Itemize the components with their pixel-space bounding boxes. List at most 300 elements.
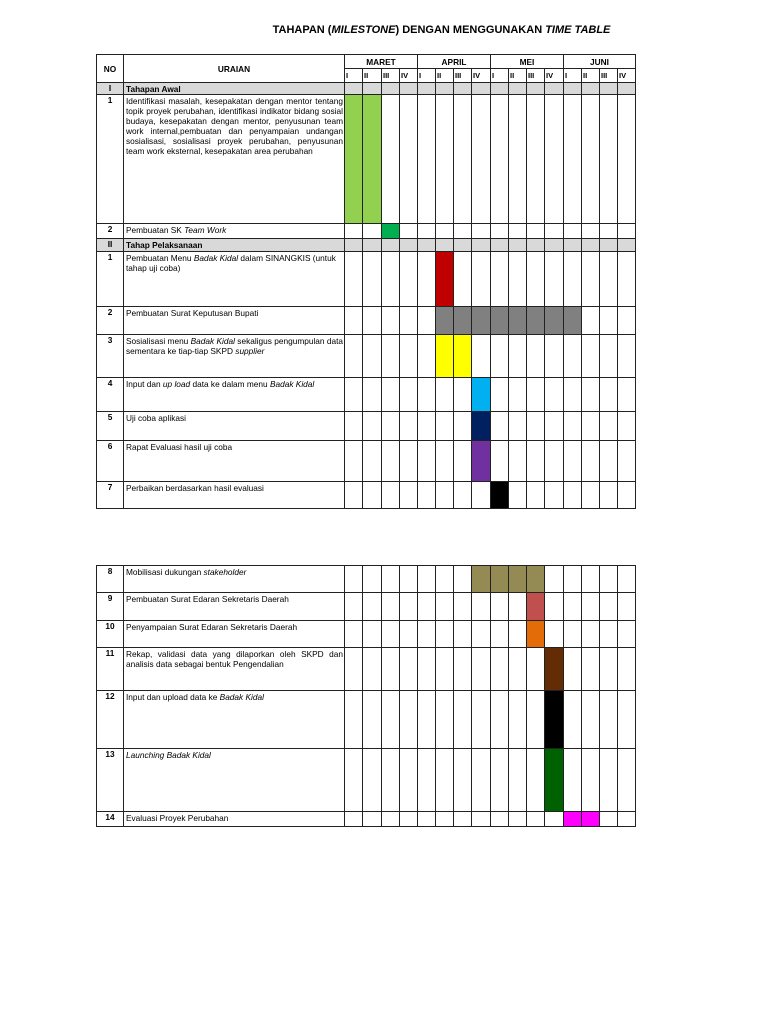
week-cell [582, 593, 600, 621]
week-cell [472, 593, 491, 621]
week-cell [345, 239, 363, 252]
week-cell [454, 566, 472, 593]
week-cell [345, 335, 363, 378]
table-row [97, 812, 636, 827]
header-week-3-4: IV [545, 69, 564, 83]
week-cell [545, 95, 564, 224]
week-cell [363, 812, 382, 827]
week-cell [564, 441, 582, 482]
table-row [97, 224, 636, 239]
week-cell [527, 83, 545, 95]
header-week-3-3: III [527, 69, 545, 83]
week-cell [564, 378, 582, 412]
week-cell [418, 335, 436, 378]
activity-description: Rekap, validasi data yang dilaporkan oleh SKPD dan analisis data sebagai bentuk Pengendalian [124, 648, 345, 691]
week-cell [600, 252, 618, 307]
week-cell [382, 412, 400, 441]
week-cell [418, 224, 436, 239]
week-cell [618, 691, 636, 749]
week-cell [527, 95, 545, 224]
table-row [97, 566, 636, 593]
week-cell [454, 378, 472, 412]
week-cell [436, 749, 454, 812]
week-cell [564, 335, 582, 378]
week-cell [618, 648, 636, 691]
week-cell [345, 593, 363, 621]
week-cell [454, 83, 472, 95]
week-cell [400, 95, 418, 224]
week-cell [618, 224, 636, 239]
week-cell [545, 252, 564, 307]
week-cell [382, 95, 400, 224]
week-cell [527, 224, 545, 239]
table-row [97, 307, 636, 335]
row-number: 2 [97, 224, 124, 239]
week-cell [582, 252, 600, 307]
week-cell [454, 648, 472, 691]
week-cell [509, 252, 527, 307]
week-cell [363, 252, 382, 307]
week-cell [527, 441, 545, 482]
row-number: 8 [97, 566, 124, 593]
week-cell [418, 83, 436, 95]
week-cell [363, 83, 382, 95]
week-cell [491, 239, 509, 252]
week-cell [618, 441, 636, 482]
title-part-1: TAHAPAN ( [272, 24, 332, 36]
week-cell [564, 593, 582, 621]
week-cell [600, 224, 618, 239]
activity-description: Pembuatan Menu Badak Kidal dalam SINANGKIS (untuk tahap uji coba) [124, 252, 345, 307]
page-title [0, 24, 768, 36]
gantt-bar-cell [491, 566, 509, 593]
week-cell [436, 691, 454, 749]
week-cell [527, 239, 545, 252]
week-cell [400, 482, 418, 509]
header-week-4-2: II [582, 69, 600, 83]
week-cell [472, 648, 491, 691]
activity-description: Input dan upload data ke Badak Kidal [124, 691, 345, 749]
header-week-1-1: I [345, 69, 363, 83]
week-cell [527, 378, 545, 412]
week-cell [436, 648, 454, 691]
week-cell [600, 691, 618, 749]
row-number: 1 [97, 95, 124, 224]
week-cell [382, 621, 400, 648]
week-cell [564, 224, 582, 239]
activity-description: Input dan up load data ke dalam menu Badak Kidal [124, 378, 345, 412]
week-cell [509, 441, 527, 482]
title-part-4: TIME TABLE [545, 24, 611, 36]
week-cell [527, 648, 545, 691]
week-cell [400, 378, 418, 412]
week-cell [527, 252, 545, 307]
gantt-bar-cell [472, 566, 491, 593]
week-cell [545, 335, 564, 378]
week-cell [400, 335, 418, 378]
section-row [97, 239, 636, 252]
week-cell [600, 83, 618, 95]
week-cell [400, 307, 418, 335]
activity-description: Penyampaian Surat Edaran Sekretaris Daerah [124, 621, 345, 648]
week-cell [509, 749, 527, 812]
gantt-bar-cell [472, 378, 491, 412]
week-cell [600, 482, 618, 509]
week-cell [472, 482, 491, 509]
header-week-1-3: III [382, 69, 400, 83]
week-cell [345, 83, 363, 95]
week-cell [400, 566, 418, 593]
table-row [97, 482, 636, 509]
milestone-table-2 [96, 565, 636, 827]
week-cell [491, 412, 509, 441]
week-cell [400, 749, 418, 812]
week-cell [618, 335, 636, 378]
activity-description: Mobilisasi dukungan stakeholder [124, 566, 345, 593]
week-cell [618, 239, 636, 252]
row-number: 12 [97, 691, 124, 749]
week-cell [363, 482, 382, 509]
header-week-2-1: I [418, 69, 436, 83]
header-week-1-2: II [363, 69, 382, 83]
week-cell [545, 441, 564, 482]
week-cell [418, 252, 436, 307]
milestone-table-1 [96, 54, 636, 509]
week-cell [436, 95, 454, 224]
week-cell [454, 239, 472, 252]
title-part-3: ) DENGAN MENGGUNAKAN [395, 24, 546, 36]
week-cell [545, 482, 564, 509]
header-month-april: APRIL [418, 55, 491, 69]
week-cell [363, 621, 382, 648]
row-number: 2 [97, 307, 124, 335]
week-cell [545, 378, 564, 412]
week-cell [382, 749, 400, 812]
week-cell [400, 441, 418, 482]
title-part-2: MILESTONE [331, 24, 396, 36]
week-cell [545, 812, 564, 827]
week-cell [472, 749, 491, 812]
section-title: Tahap Pelaksanaan [124, 239, 345, 252]
gantt-bar-cell [491, 307, 509, 335]
week-cell [418, 566, 436, 593]
week-cell [363, 749, 382, 812]
week-cell [418, 412, 436, 441]
week-cell [363, 566, 382, 593]
row-number: 9 [97, 593, 124, 621]
week-cell [582, 691, 600, 749]
week-cell [618, 593, 636, 621]
week-cell [418, 239, 436, 252]
week-cell [418, 378, 436, 412]
table-row [97, 252, 636, 307]
week-cell [564, 621, 582, 648]
week-cell [436, 593, 454, 621]
week-cell [345, 566, 363, 593]
week-cell [472, 224, 491, 239]
gantt-bar-cell [527, 307, 545, 335]
week-cell [618, 482, 636, 509]
week-cell [545, 83, 564, 95]
gantt-bar-cell [527, 593, 545, 621]
gantt-bar-cell [509, 566, 527, 593]
week-cell [345, 224, 363, 239]
gantt-bar-cell [545, 749, 564, 812]
week-cell [472, 83, 491, 95]
table-row [97, 648, 636, 691]
week-cell [582, 566, 600, 593]
row-number: I [97, 83, 124, 95]
activity-description: Pembuatan Surat Edaran Sekretaris Daerah [124, 593, 345, 621]
week-cell [600, 621, 618, 648]
week-cell [454, 749, 472, 812]
week-cell [436, 812, 454, 827]
week-cell [545, 566, 564, 593]
gantt-bar-cell [545, 691, 564, 749]
week-cell [382, 593, 400, 621]
week-cell [363, 307, 382, 335]
week-cell [345, 648, 363, 691]
table-row [97, 593, 636, 621]
gantt-bar-cell [436, 252, 454, 307]
week-cell [509, 691, 527, 749]
week-cell [600, 378, 618, 412]
week-cell [600, 749, 618, 812]
row-number: 3 [97, 335, 124, 378]
gantt-bar-cell [527, 566, 545, 593]
table-row [97, 691, 636, 749]
week-cell [363, 224, 382, 239]
week-cell [345, 621, 363, 648]
gantt-bar-cell [472, 412, 491, 441]
week-cell [454, 224, 472, 239]
week-cell [509, 482, 527, 509]
week-cell [509, 224, 527, 239]
week-cell [418, 593, 436, 621]
week-cell [345, 412, 363, 441]
week-cell [363, 691, 382, 749]
week-cell [345, 252, 363, 307]
gantt-bar-cell [472, 441, 491, 482]
week-cell [582, 621, 600, 648]
gantt-bar-cell [472, 307, 491, 335]
week-cell [618, 749, 636, 812]
week-cell [564, 749, 582, 812]
week-cell [582, 95, 600, 224]
table-row [97, 441, 636, 482]
week-cell [472, 691, 491, 749]
header-week-2-2: II [436, 69, 454, 83]
week-cell [491, 812, 509, 827]
week-cell [400, 224, 418, 239]
week-cell [509, 95, 527, 224]
section-row [97, 83, 636, 95]
gantt-bar-cell [436, 307, 454, 335]
week-cell [363, 441, 382, 482]
week-cell [454, 441, 472, 482]
header-week-2-4: IV [472, 69, 491, 83]
week-cell [618, 252, 636, 307]
week-cell [418, 691, 436, 749]
week-cell [545, 412, 564, 441]
week-cell [600, 95, 618, 224]
week-cell [345, 378, 363, 412]
week-cell [382, 482, 400, 509]
week-cell [418, 812, 436, 827]
section-title: Tahapan Awal [124, 83, 345, 95]
week-cell [382, 335, 400, 378]
week-cell [418, 307, 436, 335]
week-cell [363, 335, 382, 378]
week-cell [418, 621, 436, 648]
gantt-bar-cell [436, 335, 454, 378]
week-cell [509, 412, 527, 441]
header-week-4-3: III [600, 69, 618, 83]
week-cell [382, 83, 400, 95]
week-cell [618, 412, 636, 441]
week-cell [564, 83, 582, 95]
week-cell [382, 441, 400, 482]
gantt-bar-cell [564, 307, 582, 335]
week-cell [582, 239, 600, 252]
week-cell [400, 648, 418, 691]
week-cell [491, 593, 509, 621]
week-cell [491, 252, 509, 307]
week-cell [564, 412, 582, 441]
week-cell [564, 648, 582, 691]
week-cell [582, 378, 600, 412]
week-cell [545, 593, 564, 621]
week-cell [582, 648, 600, 691]
week-cell [345, 307, 363, 335]
header-week-3-1: I [491, 69, 509, 83]
week-cell [454, 812, 472, 827]
week-cell [564, 691, 582, 749]
gantt-bar-cell [363, 95, 382, 224]
gantt-bar-cell [382, 224, 400, 239]
week-cell [582, 749, 600, 812]
week-cell [600, 335, 618, 378]
week-cell [472, 95, 491, 224]
row-number: 14 [97, 812, 124, 827]
activity-description: Pembuatan Surat Keputusan Bupati [124, 307, 345, 335]
header-uraian: URAIAN [124, 55, 345, 83]
activity-description: Sosialisasi menu Badak Kidal sekaligus pengumpulan data sementara ke tiap-tiap SKPD supplier [124, 335, 345, 378]
week-cell [400, 412, 418, 441]
week-cell [491, 749, 509, 812]
week-cell [527, 335, 545, 378]
week-cell [564, 482, 582, 509]
week-cell [491, 378, 509, 412]
gantt-bar-cell [509, 307, 527, 335]
week-cell [382, 566, 400, 593]
week-cell [600, 441, 618, 482]
week-cell [582, 482, 600, 509]
week-cell [618, 812, 636, 827]
week-cell [436, 482, 454, 509]
week-cell [400, 83, 418, 95]
week-cell [472, 252, 491, 307]
week-cell [509, 83, 527, 95]
week-cell [436, 83, 454, 95]
week-cell [527, 412, 545, 441]
activity-description: Rapat Evaluasi hasil uji coba [124, 441, 345, 482]
week-cell [618, 83, 636, 95]
activity-description: Launching Badak Kidal [124, 749, 345, 812]
week-cell [618, 378, 636, 412]
header-no: NO [97, 55, 124, 83]
week-cell [491, 441, 509, 482]
gantt-bar-cell [545, 648, 564, 691]
week-cell [600, 412, 618, 441]
header-month-mei: MEI [491, 55, 564, 69]
week-cell [345, 812, 363, 827]
week-cell [564, 566, 582, 593]
week-cell [382, 648, 400, 691]
week-cell [618, 95, 636, 224]
week-cell [472, 335, 491, 378]
week-cell [564, 252, 582, 307]
week-cell [454, 691, 472, 749]
week-cell [363, 593, 382, 621]
gantt-bar-cell [345, 95, 363, 224]
week-cell [600, 648, 618, 691]
week-cell [618, 621, 636, 648]
week-cell [363, 648, 382, 691]
gantt-bar-cell [491, 482, 509, 509]
header-month-maret: MARET [345, 55, 418, 69]
week-cell [564, 95, 582, 224]
week-cell [472, 239, 491, 252]
row-number: 13 [97, 749, 124, 812]
week-cell [400, 593, 418, 621]
week-cell [491, 224, 509, 239]
week-cell [545, 621, 564, 648]
table-row [97, 749, 636, 812]
gantt-bar-cell [564, 812, 582, 827]
row-number: 10 [97, 621, 124, 648]
gantt-bar-cell [527, 621, 545, 648]
week-cell [600, 593, 618, 621]
row-number: 5 [97, 412, 124, 441]
week-cell [564, 239, 582, 252]
week-cell [491, 621, 509, 648]
week-cell [400, 252, 418, 307]
week-cell [345, 749, 363, 812]
header-week-2-3: III [454, 69, 472, 83]
week-cell [491, 648, 509, 691]
table-row [97, 378, 636, 412]
week-cell [418, 95, 436, 224]
activity-description: Perbaikan berdasarkan hasil evaluasi [124, 482, 345, 509]
week-cell [527, 691, 545, 749]
row-number: 11 [97, 648, 124, 691]
week-cell [382, 691, 400, 749]
week-cell [400, 621, 418, 648]
week-cell [436, 224, 454, 239]
week-cell [509, 648, 527, 691]
row-number: II [97, 239, 124, 252]
week-cell [509, 378, 527, 412]
week-cell [454, 621, 472, 648]
week-cell [436, 441, 454, 482]
row-number: 1 [97, 252, 124, 307]
activity-description: Evaluasi Proyek Perubahan [124, 812, 345, 827]
week-cell [400, 691, 418, 749]
week-cell [345, 482, 363, 509]
week-cell [454, 412, 472, 441]
week-cell [382, 307, 400, 335]
